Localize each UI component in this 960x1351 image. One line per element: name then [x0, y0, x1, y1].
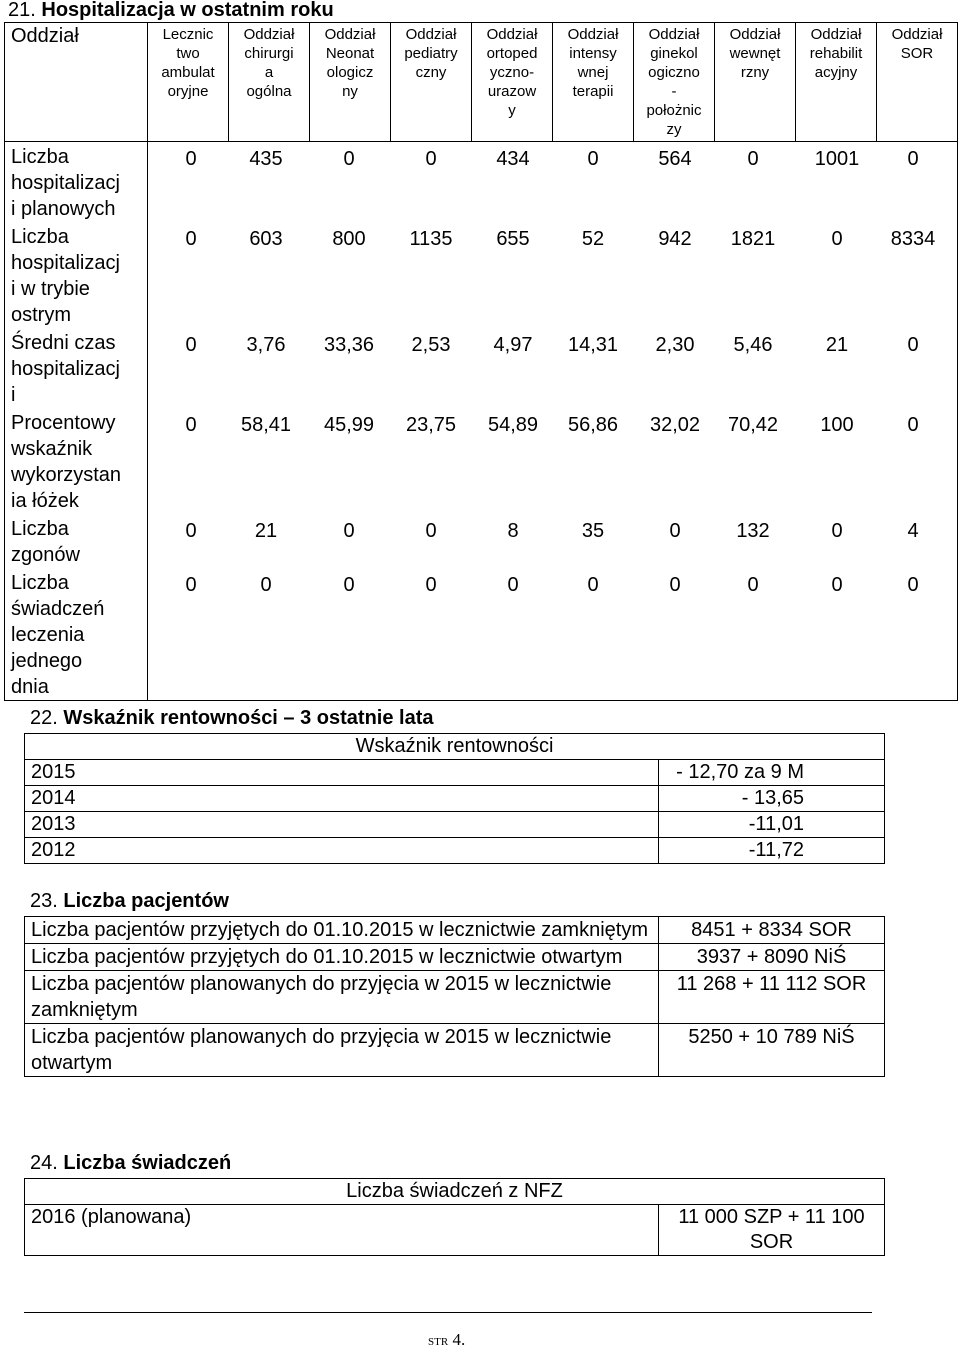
row-label — [5, 568, 148, 701]
corner-header: Oddział — [5, 23, 148, 142]
value-cell: 45,99 — [323, 414, 375, 436]
value-cell: 0 — [507, 574, 519, 596]
department-header-line: Oddział — [243, 26, 295, 43]
value-cell: 0 — [343, 520, 355, 542]
value-cell: -11,72 — [659, 838, 885, 864]
department-header-line: ogiczno — [648, 64, 700, 81]
label-cell: Liczba pacjentów planowanych do przyjęcia w 2015 w lecznictwie zamkniętym — [25, 971, 659, 1024]
department-header-line: Neonat — [325, 45, 375, 62]
patients-table — [24, 916, 885, 1077]
department-header-line: zy — [666, 121, 682, 138]
section-23-heading — [30, 890, 229, 913]
row-label-line: hospitalizacj — [11, 358, 120, 380]
value-cell: 0 — [343, 148, 355, 170]
department-header — [715, 23, 796, 142]
profitability-table — [24, 733, 885, 864]
section-number: 23. — [30, 890, 58, 912]
department-header-line: Oddział — [324, 26, 376, 43]
value-cell: 11 268 + 11 112 SOR — [659, 971, 885, 1024]
hospitalization-table — [4, 22, 958, 701]
department-header-line: Oddział — [405, 26, 457, 43]
value-cell: 32,02 — [649, 414, 701, 436]
label-cell: Liczba pacjentów planowanych do przyjęcia w 2015 w lecznictwie otwartym — [25, 1024, 659, 1077]
value-cell: -11,01 — [659, 812, 885, 838]
department-header-line: chirurgi — [244, 45, 294, 62]
department-header — [310, 23, 391, 142]
department-header-line: położnic — [646, 102, 702, 119]
department-header-line: rzny — [740, 64, 770, 81]
department-header — [148, 23, 229, 142]
value-cell: 3937 + 8090 NiŚ — [659, 944, 885, 971]
row-label-line: i w trybie — [11, 278, 90, 300]
value-cell: 0 — [185, 574, 197, 596]
value-cell: 434 — [496, 148, 530, 170]
table-row — [25, 786, 885, 812]
row-label — [5, 142, 148, 223]
page-number-value: 4. — [452, 1330, 466, 1349]
value-cell: 0 — [907, 414, 919, 436]
value-cell: 0 — [260, 574, 272, 596]
table-row — [25, 1205, 885, 1256]
section-22-heading — [30, 707, 433, 730]
value-cell: 4,97 — [493, 334, 533, 356]
value-cell: 942 — [658, 228, 692, 250]
row-label-line: Liczba — [11, 146, 69, 168]
value-cell: 58,41 — [240, 414, 292, 436]
table-row — [25, 944, 885, 971]
value-cell: 70,42 — [727, 414, 779, 436]
value-cell: 0 — [747, 574, 759, 596]
section-21-heading — [8, 0, 334, 22]
section-24-heading — [30, 1152, 231, 1175]
table-header-row — [25, 1179, 885, 1205]
table-row — [25, 838, 885, 864]
row-label-line: Procentowy — [11, 412, 116, 434]
value-cell: 54,89 — [487, 414, 539, 436]
value-cell: 0 — [831, 228, 843, 250]
department-header-line: acyjny — [814, 64, 858, 81]
row-label-line: Średni czas — [11, 332, 116, 354]
value-cell: 33,36 — [323, 334, 375, 356]
row-label-line: hospitalizacj — [11, 252, 120, 274]
row-label-line: zgonów — [11, 544, 80, 566]
department-header-line: Oddział — [729, 26, 781, 43]
value-cell: 435 — [249, 148, 283, 170]
value-cell: 0 — [425, 148, 437, 170]
section-number: 22. — [30, 707, 58, 729]
department-header-line: ogólna — [246, 83, 292, 100]
value-cell: - 12,70 za 9 M — [659, 760, 885, 786]
value-cell: 564 — [658, 148, 692, 170]
value-cell: 0 — [185, 148, 197, 170]
department-header — [472, 23, 553, 142]
department-header-line: - — [671, 83, 677, 100]
row-label — [5, 328, 148, 408]
row-label-line: i — [11, 384, 16, 406]
value-cell: 8334 — [890, 228, 936, 250]
value-cell: 8 — [507, 520, 519, 542]
department-header-line: two — [176, 45, 200, 62]
department-header-line: czny — [415, 64, 447, 81]
year-cell: 2013 — [25, 812, 659, 838]
row-label — [5, 222, 148, 328]
row-label-line: ia łóżek — [11, 490, 79, 512]
row-label-line: Liczba — [11, 572, 69, 594]
value-cell: 0 — [831, 520, 843, 542]
year-cell: 2015 — [25, 760, 659, 786]
department-header-line: ny — [342, 83, 358, 100]
page-prefix: STR — [428, 1336, 449, 1348]
row-label-line: jednego — [11, 650, 83, 672]
section-title: Liczba pacjentów — [63, 890, 229, 912]
department-header — [229, 23, 310, 142]
row-label-line: leczenia — [11, 624, 85, 646]
row-label — [5, 514, 148, 568]
value-cell: 0 — [907, 334, 919, 356]
value-cell: 0 — [587, 148, 599, 170]
table-row — [5, 408, 958, 514]
value-cell: 2,53 — [411, 334, 451, 356]
row-values — [148, 328, 958, 408]
department-header-line: terapii — [572, 83, 614, 100]
table-row — [5, 222, 958, 328]
department-header-line: ologicz — [326, 64, 374, 81]
value-cell: 0 — [185, 228, 197, 250]
value-cell: 21 — [254, 520, 278, 542]
value-cell: 100 — [820, 414, 854, 436]
value-cell: 3,76 — [246, 334, 286, 356]
value-cell: 23,75 — [405, 414, 457, 436]
section-number: 24. — [30, 1152, 58, 1174]
value-cell: 603 — [249, 228, 283, 250]
value-cell: 800 — [332, 228, 366, 250]
department-header — [634, 23, 715, 142]
value-cell: 0 — [425, 520, 437, 542]
value-cell: 1821 — [730, 228, 776, 250]
row-label-line: wskaźnik — [11, 438, 93, 460]
value-cell: 0 — [185, 334, 197, 356]
value-cell: 14,31 — [567, 334, 619, 356]
value-cell: 0 — [669, 520, 681, 542]
table-row — [5, 328, 958, 408]
row-label-line: Liczba — [11, 518, 69, 540]
department-header-line: Lecznic — [162, 26, 214, 43]
table-row — [25, 917, 885, 944]
department-header-line: urazow — [487, 83, 537, 100]
department-header-line: ambulat — [161, 64, 215, 81]
department-header-line: Oddział — [648, 26, 700, 43]
row-values — [148, 142, 958, 223]
label-cell: Liczba pacjentów przyjętych do 01.10.2015 w lecznictwie zamkniętym — [25, 917, 659, 944]
department-header-row — [5, 23, 958, 142]
section-title: Wskaźnik rentowności – 3 ostatnie lata — [63, 707, 434, 729]
page-number — [428, 1330, 465, 1350]
department-header-line: Oddział — [486, 26, 538, 43]
section-title: Hospitalizacja w ostatnim roku — [41, 0, 334, 21]
value-cell: 0 — [907, 148, 919, 170]
year-cell: 2012 — [25, 838, 659, 864]
table-row — [25, 812, 885, 838]
table-row — [25, 971, 885, 1024]
value-cell: 0 — [747, 148, 759, 170]
row-values — [148, 514, 958, 568]
value-cell: 0 — [907, 574, 919, 596]
value-cell: 56,86 — [567, 414, 619, 436]
row-label-line: ostrym — [11, 304, 71, 326]
value-cell: 0 — [831, 574, 843, 596]
value-cell: 52 — [581, 228, 605, 250]
department-header — [796, 23, 877, 142]
value-cell: 1001 — [814, 148, 860, 170]
department-header-line: wewnęt — [729, 45, 781, 62]
value-cell: 8451 + 8334 SOR — [659, 917, 885, 944]
department-header-line: Oddział — [891, 26, 943, 43]
value-cell: 132 — [736, 520, 770, 542]
table-row — [5, 568, 958, 701]
row-label-line: hospitalizacj — [11, 172, 120, 194]
table-row — [5, 514, 958, 568]
value-cell: 5250 + 10 789 NiŚ — [659, 1024, 885, 1077]
department-header-line: ortoped — [486, 45, 538, 62]
table-row — [5, 142, 958, 223]
section-title: Liczba świadczeń — [63, 1152, 232, 1174]
department-header — [391, 23, 472, 142]
row-label-line: Liczba — [11, 226, 69, 248]
department-header-line: pediatry — [404, 45, 458, 62]
department-header-line: a — [264, 64, 274, 81]
row-values — [148, 408, 958, 514]
department-header — [553, 23, 634, 142]
value-cell: 0 — [669, 574, 681, 596]
department-header — [877, 23, 958, 142]
row-label-line: i planowych — [11, 198, 116, 220]
row-label-line: dnia — [11, 676, 49, 698]
department-header-line: SOR — [900, 45, 934, 62]
table-row — [25, 760, 885, 786]
value-cell: 0 — [343, 574, 355, 596]
value-cell: 0 — [425, 574, 437, 596]
department-header-line: yczno- — [489, 64, 535, 81]
department-header-line: rehabilit — [809, 45, 863, 62]
table-header-row — [25, 734, 885, 760]
year-cell: 2014 — [25, 786, 659, 812]
value-cell: 21 — [825, 334, 849, 356]
row-values — [148, 222, 958, 328]
department-header-line: ginekol — [650, 45, 698, 62]
label-cell: 2016 (planowana) — [25, 1205, 659, 1256]
department-header-line: y — [508, 102, 516, 119]
label-cell: Liczba pacjentów przyjętych do 01.10.2015 w lecznictwie otwartym — [25, 944, 659, 971]
value-cell: 11 000 SZP + 11 100 SOR — [659, 1205, 885, 1256]
value-cell: 1135 — [409, 228, 453, 250]
value-cell: 2,30 — [655, 334, 695, 356]
row-label-line: wykorzystan — [11, 464, 122, 486]
footer-divider — [24, 1312, 872, 1313]
value-cell: 0 — [185, 414, 197, 436]
row-values — [148, 568, 958, 701]
department-header-line: oryjne — [167, 83, 209, 100]
table-header: Liczba świadczeń z NFZ — [25, 1179, 885, 1205]
table-header: Wskaźnik rentowności — [25, 734, 885, 760]
value-cell: - 13,65 — [659, 786, 885, 812]
row-label — [5, 408, 148, 514]
department-header-line: intensy — [569, 45, 617, 62]
services-table — [24, 1178, 885, 1256]
department-header-line: Oddział — [810, 26, 862, 43]
table-row — [25, 1024, 885, 1077]
section-number: 21. — [8, 0, 36, 21]
value-cell: 5,46 — [733, 334, 773, 356]
value-cell: 4 — [907, 520, 919, 542]
department-header-line: wnej — [577, 64, 609, 81]
value-cell: 655 — [496, 228, 530, 250]
value-cell: 35 — [581, 520, 605, 542]
row-label-line: świadczeń — [11, 598, 105, 620]
value-cell: 0 — [185, 520, 197, 542]
value-cell: 0 — [587, 574, 599, 596]
department-header-line: Oddział — [567, 26, 619, 43]
